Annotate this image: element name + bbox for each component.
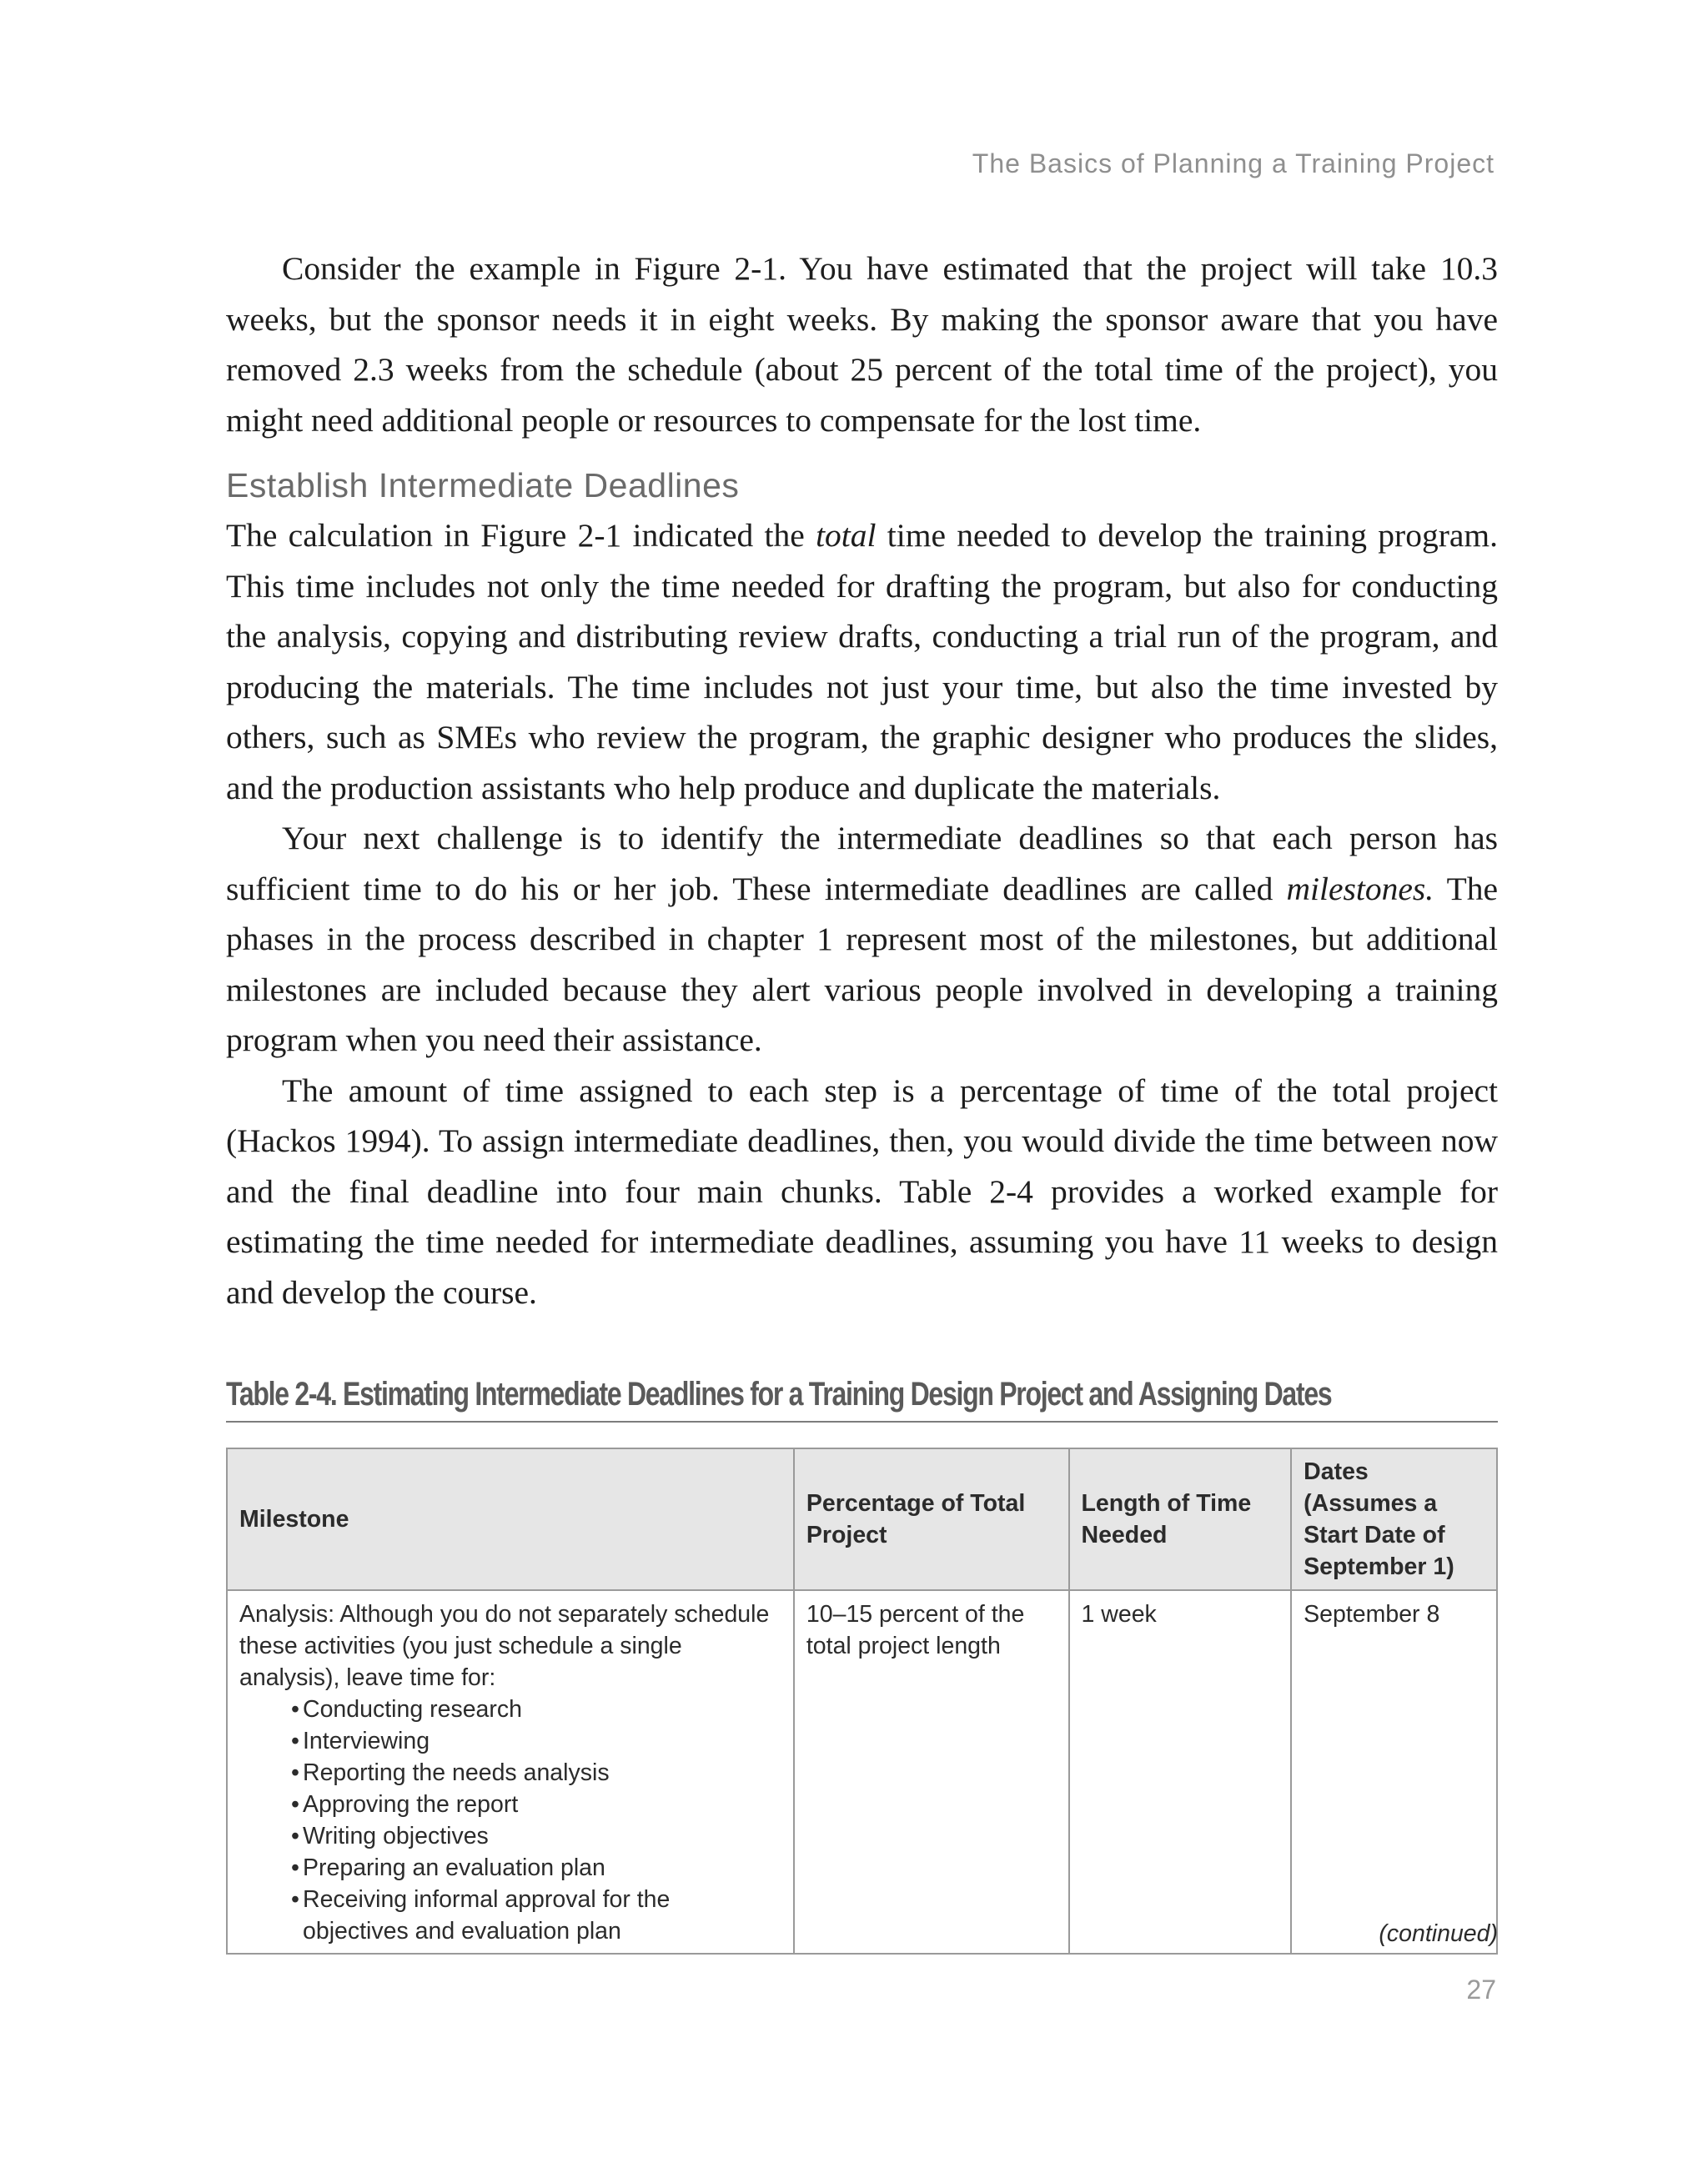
length-cell: 1 week — [1069, 1590, 1292, 1954]
deadlines-table — [226, 1448, 1498, 1955]
page-number: 27 — [1466, 1975, 1496, 2005]
bullet-item: • Writing objectives — [291, 1820, 781, 1852]
column-header-milestone: Milestone — [227, 1448, 794, 1590]
table-title-rule — [226, 1421, 1498, 1423]
section-paragraph-3: The amount of time assigned to each step is a percentage of time of the total project (Hackos 1994). To assign intermediate deadlines, then, you would divide the time between now and the final deadline into four main chunks. Table 2-4 provides a worked example for estimating the time needed for intermediate deadlines, assuming you have 11 weeks to design and develop the course. — [226, 1071, 1498, 1311]
section-heading: Establish Intermediate Deadlines — [226, 466, 740, 504]
date-cell: September 8 — [1291, 1590, 1497, 1954]
emphasis-milestones: milestones. — [1286, 870, 1434, 907]
section-paragraph-1: The calculation in Figure 2-1 indicated the total time needed to develop the training program. This time includes not only the time needed for drafting the program, but also for conducting the analysis, copying and distributing review drafts, conducting a trial run of the program, and producing the materials. The time includes not just your time, but also the time invested by others, such as SMEs who review the program, the graphic designer who produces the slides, and the production assistants who help produce and duplicate the materials. — [226, 517, 1498, 806]
page-content — [226, 243, 1498, 1955]
emphasis-total: total — [816, 517, 877, 554]
column-header-dates: Dates (Assumes a Start Date of September 1) — [1291, 1448, 1497, 1590]
bullet-item: • Preparing an evaluation plan — [291, 1852, 781, 1884]
percentage-cell: 10–15 percent of the total project length — [794, 1590, 1069, 1954]
milestone-description: Analysis: Although you do not separately schedule these activities (you just schedule a single analysis), leave time for: — [239, 1601, 770, 1691]
intro-paragraph: Consider the example in Figure 2-1. You have estimated that the project will take 10.3 weeks, but the sponsor needs it in eight weeks. By making the sponsor aware that you have removed 2.3 weeks from the schedule (about 25 percent of the total time of the project), you might need additional people or resources to compensate for the lost time. — [226, 250, 1498, 439]
table-row — [227, 1590, 1497, 1954]
bullet-item: • Interviewing — [291, 1725, 781, 1757]
column-header-percentage: Percentage of Total Project — [794, 1448, 1069, 1590]
column-header-length: Length of Time Needed — [1069, 1448, 1292, 1590]
table-header-row — [227, 1448, 1497, 1590]
milestone-cell — [227, 1590, 794, 1954]
bullet-item: • Reporting the needs analysis — [291, 1757, 781, 1789]
bullet-item: • Conducting research — [291, 1694, 781, 1725]
continued-note: (continued) — [1379, 1920, 1498, 1947]
section-paragraph-2: Your next challenge is to identify the intermediate deadlines so that each person has sufficient time to do his or her job. These intermediate deadlines are called milestones. The phases in the process described in chapter 1 represent most of the milestones, but additional milestones are included because they alert various people involved in developing a training program when you need their assistance. — [226, 820, 1498, 1058]
table-title: Table 2-4. Estimating Intermediate Deadlines for a Training Design Project and Assigning Dates — [226, 1376, 1332, 1413]
running-header: The Basics of Planning a Training Project — [972, 148, 1494, 178]
bullet-item: • Receiving informal approval for the objectives and evaluation plan — [291, 1884, 781, 1947]
bullet-item: • Approving the report — [291, 1789, 781, 1820]
milestone-bullet-list — [239, 1694, 781, 1947]
